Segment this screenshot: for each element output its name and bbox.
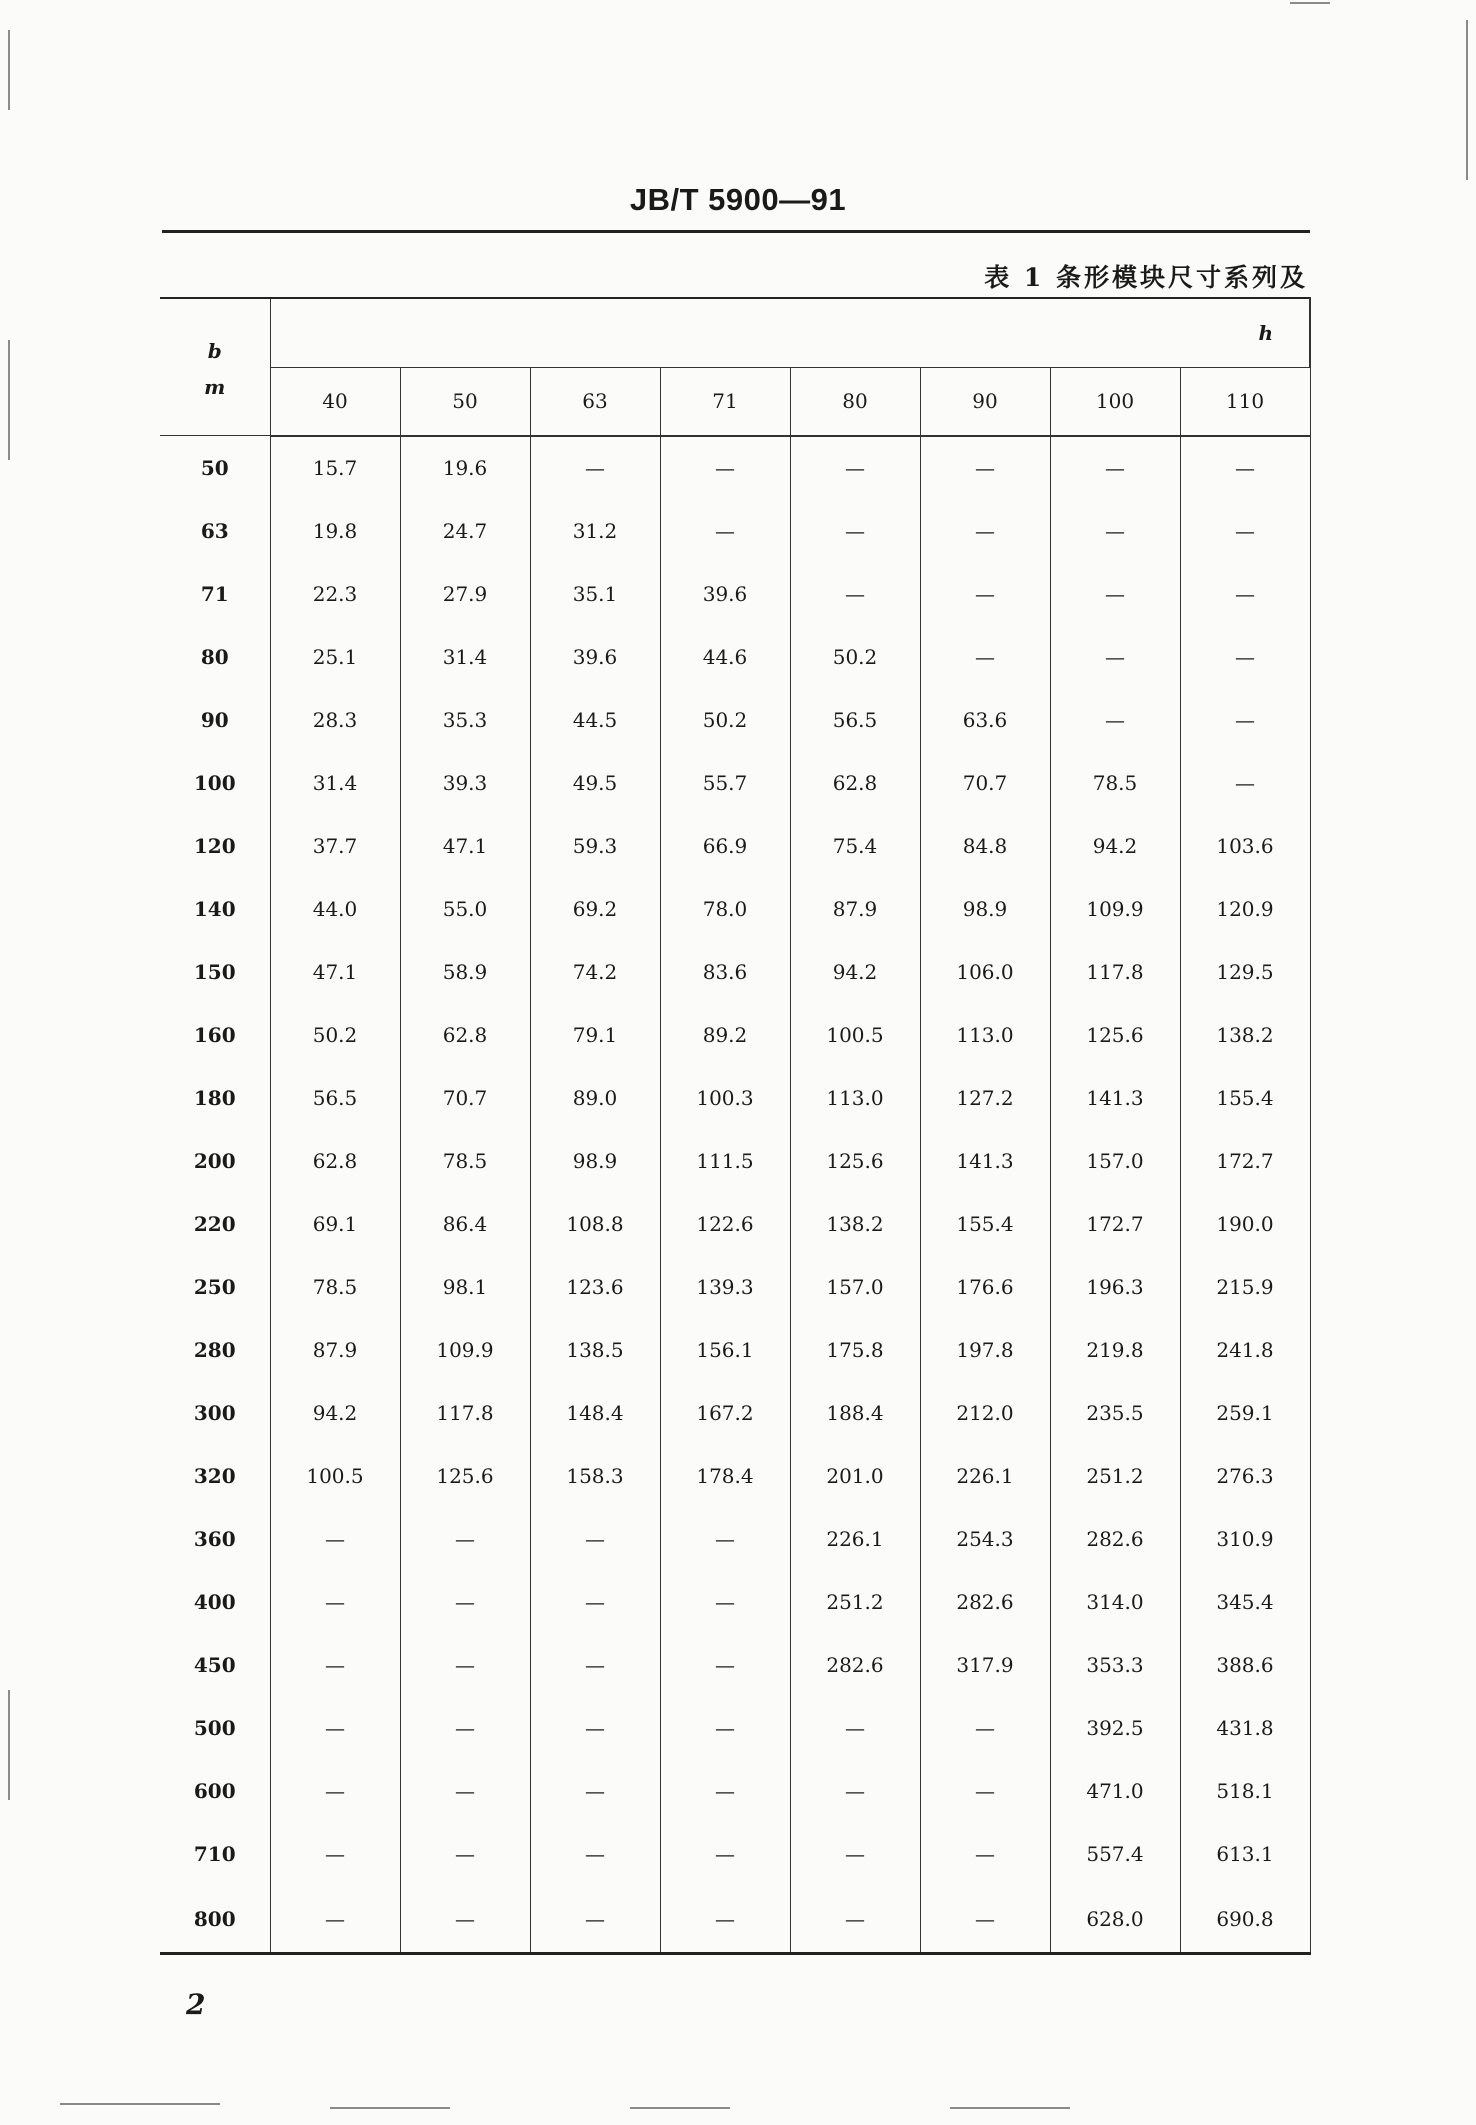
b-value-cell: 450	[160, 1634, 270, 1697]
table-cell: 35.3	[400, 689, 530, 752]
table-cell: —	[1050, 500, 1180, 563]
table-cell: 31.4	[400, 626, 530, 689]
table-cell: 62.8	[400, 1004, 530, 1067]
b-value-cell: 100	[160, 752, 270, 815]
table-cell: 138.5	[530, 1319, 660, 1382]
table-cell: 78.5	[1050, 752, 1180, 815]
table-cell: 314.0	[1050, 1571, 1180, 1634]
table-cell: 100.3	[660, 1067, 790, 1130]
table-cell: —	[400, 1760, 530, 1823]
table-cell: 117.8	[400, 1382, 530, 1445]
table-cell: 157.0	[790, 1256, 920, 1319]
table-row	[160, 1508, 1310, 1571]
table-cell: 55.7	[660, 752, 790, 815]
table-cell: 138.2	[790, 1193, 920, 1256]
table-cell: 35.1	[530, 563, 660, 626]
table-cell: —	[660, 1886, 790, 1954]
b-value-cell: 360	[160, 1508, 270, 1571]
table-cell: 125.6	[1050, 1004, 1180, 1067]
table-cell: 78.0	[660, 878, 790, 941]
table-cell: 172.7	[1180, 1130, 1310, 1193]
b-value-cell: 280	[160, 1319, 270, 1382]
table-cell: 212.0	[920, 1382, 1050, 1445]
table-cell: —	[270, 1697, 400, 1760]
table-cell: 471.0	[1050, 1760, 1180, 1823]
table-cell: 282.6	[790, 1634, 920, 1697]
table-cell: 44.6	[660, 626, 790, 689]
table-cell: 31.2	[530, 500, 660, 563]
table-row	[160, 1382, 1310, 1445]
table-cell: 388.6	[1180, 1634, 1310, 1697]
table-row	[160, 1886, 1310, 1954]
table-cell: 28.3	[270, 689, 400, 752]
table-cell: 94.2	[270, 1382, 400, 1445]
table-cell: 155.4	[1180, 1067, 1310, 1130]
table-cell: 188.4	[790, 1382, 920, 1445]
table-cell: 100.5	[790, 1004, 920, 1067]
table-cell: —	[920, 500, 1050, 563]
table-cell: 113.0	[790, 1067, 920, 1130]
table-cell: 78.5	[270, 1256, 400, 1319]
table-cell: 197.8	[920, 1319, 1050, 1382]
table-cell: 219.8	[1050, 1319, 1180, 1382]
table-cell: 94.2	[1050, 815, 1180, 878]
table-cell: 50.2	[270, 1004, 400, 1067]
table-cell: —	[400, 1697, 530, 1760]
table-cell: —	[400, 1571, 530, 1634]
table-cell: 39.6	[660, 563, 790, 626]
table-cell: 55.0	[400, 878, 530, 941]
page-number: 2	[186, 1988, 206, 2021]
table-cell: 117.8	[1050, 941, 1180, 1004]
scan-edge-left	[8, 30, 10, 110]
table-cell: 156.1	[660, 1319, 790, 1382]
table-cell: —	[790, 436, 920, 500]
table-cell: 155.4	[920, 1193, 1050, 1256]
table-cell: —	[660, 1823, 790, 1886]
table-cell: 108.8	[530, 1193, 660, 1256]
table-cell: 56.5	[790, 689, 920, 752]
table-cell: —	[920, 1886, 1050, 1954]
h-value-header: 50	[400, 367, 530, 435]
b-value-cell: 220	[160, 1193, 270, 1256]
table-cell: 24.7	[400, 500, 530, 563]
scan-edge-bottom-2	[330, 2107, 450, 2109]
table-cell: 254.3	[920, 1508, 1050, 1571]
table-cell: —	[790, 563, 920, 626]
table-cell: 74.2	[530, 941, 660, 1004]
table-cell: 282.6	[1050, 1508, 1180, 1571]
scan-edge-bottom-4	[950, 2107, 1070, 2109]
table-cell: 201.0	[790, 1445, 920, 1508]
table-cell: —	[400, 1886, 530, 1954]
table-cell: 122.6	[660, 1193, 790, 1256]
table-cell: —	[270, 1823, 400, 1886]
table-cell: 392.5	[1050, 1697, 1180, 1760]
table-cell: —	[530, 1886, 660, 1954]
b-value-cell: 400	[160, 1571, 270, 1634]
table-row	[160, 752, 1310, 815]
table-cell: 282.6	[920, 1571, 1050, 1634]
table-cell: 98.9	[920, 878, 1050, 941]
table-row	[160, 500, 1310, 563]
dimension-table	[160, 297, 1311, 1955]
m-column-label: m	[204, 375, 226, 399]
table-cell: 83.6	[660, 941, 790, 1004]
table-row	[160, 626, 1310, 689]
table-cell: 98.1	[400, 1256, 530, 1319]
h-value-header: 63	[530, 367, 660, 435]
table-row	[160, 1319, 1310, 1382]
table-row	[160, 1004, 1310, 1067]
table-cell: —	[530, 436, 660, 500]
table-cell: 49.5	[530, 752, 660, 815]
table-cell: 127.2	[920, 1067, 1050, 1130]
table-cell: —	[920, 1697, 1050, 1760]
h-value-header: 40	[270, 367, 400, 435]
table-cell: 141.3	[920, 1130, 1050, 1193]
table-cell: 345.4	[1180, 1571, 1310, 1634]
table-cell: —	[1180, 689, 1310, 752]
table-cell: 100.5	[270, 1445, 400, 1508]
table-cell: 158.3	[530, 1445, 660, 1508]
table-cell: 70.7	[920, 752, 1050, 815]
table-cell: 31.4	[270, 752, 400, 815]
b-value-cell: 600	[160, 1760, 270, 1823]
table-cell: 62.8	[270, 1130, 400, 1193]
table-cell: 19.6	[400, 436, 530, 500]
table-cell: —	[1180, 563, 1310, 626]
table-cell: —	[400, 1634, 530, 1697]
table-cell: 89.0	[530, 1067, 660, 1130]
table-cell: 690.8	[1180, 1886, 1310, 1954]
table-cell: 47.1	[270, 941, 400, 1004]
table-cell: 148.4	[530, 1382, 660, 1445]
table-cell: 87.9	[270, 1319, 400, 1382]
table-cell: 317.9	[920, 1634, 1050, 1697]
table-cell: —	[790, 1760, 920, 1823]
table-cell: 215.9	[1180, 1256, 1310, 1319]
table-cell: 87.9	[790, 878, 920, 941]
table-cell: —	[660, 500, 790, 563]
table-cell: 62.8	[790, 752, 920, 815]
table-cell: 353.3	[1050, 1634, 1180, 1697]
table-cell: 613.1	[1180, 1823, 1310, 1886]
table-cell: 75.4	[790, 815, 920, 878]
table-cell: 276.3	[1180, 1445, 1310, 1508]
table-cell: 56.5	[270, 1067, 400, 1130]
table-cell: —	[1180, 626, 1310, 689]
table-cell: 175.8	[790, 1319, 920, 1382]
b-value-cell: 140	[160, 878, 270, 941]
b-value-cell: 90	[160, 689, 270, 752]
table-cell: 109.9	[400, 1319, 530, 1382]
table-cell: 125.6	[400, 1445, 530, 1508]
table-row	[160, 1823, 1310, 1886]
table-cell: 129.5	[1180, 941, 1310, 1004]
h-value-header: 100	[1050, 367, 1180, 435]
table-cell: —	[270, 1760, 400, 1823]
table-cell: —	[1050, 436, 1180, 500]
b-value-cell: 50	[160, 436, 270, 500]
table-row	[160, 1445, 1310, 1508]
table-cell: 79.1	[530, 1004, 660, 1067]
b-value-cell: 300	[160, 1382, 270, 1445]
corner-header-cell	[160, 298, 270, 436]
table-caption: 表 1 条形模块尺寸系列及	[984, 263, 1308, 292]
b-value-cell: 71	[160, 563, 270, 626]
scan-edge-bottom-3	[630, 2107, 730, 2109]
table-cell: 157.0	[1050, 1130, 1180, 1193]
table-cell: 310.9	[1180, 1508, 1310, 1571]
table-cell: —	[920, 563, 1050, 626]
table-cell: 25.1	[270, 626, 400, 689]
table-cell: —	[660, 1634, 790, 1697]
b-column-label: b	[207, 339, 222, 363]
table-cell: —	[660, 1760, 790, 1823]
table-cell: 59.3	[530, 815, 660, 878]
table-cell: 84.8	[920, 815, 1050, 878]
table-cell: —	[660, 1697, 790, 1760]
table-cell: 50.2	[660, 689, 790, 752]
table-row	[160, 1193, 1310, 1256]
table-cell: 190.0	[1180, 1193, 1310, 1256]
table-cell: —	[1050, 626, 1180, 689]
table-cell: 172.7	[1050, 1193, 1180, 1256]
b-value-cell: 80	[160, 626, 270, 689]
b-value-cell: 160	[160, 1004, 270, 1067]
scan-edge-top-right	[1290, 2, 1330, 4]
table-cell: 63.6	[920, 689, 1050, 752]
b-value-cell: 250	[160, 1256, 270, 1319]
table-row	[160, 1130, 1310, 1193]
table-cell: 125.6	[790, 1130, 920, 1193]
table-header-row	[160, 298, 1310, 367]
table-row	[160, 941, 1310, 1004]
table-cell: 628.0	[1050, 1886, 1180, 1954]
h-value-header: 71	[660, 367, 790, 435]
table-cell: —	[660, 1508, 790, 1571]
table-row	[160, 1067, 1310, 1130]
table-cell: 251.2	[790, 1571, 920, 1634]
table-cell: —	[920, 1823, 1050, 1886]
table-row	[160, 878, 1310, 941]
table-cell: —	[790, 1697, 920, 1760]
table-cell: 15.7	[270, 436, 400, 500]
table-cell: 196.3	[1050, 1256, 1180, 1319]
b-value-cell: 200	[160, 1130, 270, 1193]
b-value-cell: 120	[160, 815, 270, 878]
h-axis-label: h	[1258, 321, 1273, 345]
b-value-cell: 320	[160, 1445, 270, 1508]
table-cell: 139.3	[660, 1256, 790, 1319]
table-cell: 106.0	[920, 941, 1050, 1004]
table-cell: —	[530, 1823, 660, 1886]
scan-edge-left-2	[8, 340, 10, 460]
table-cell: 58.9	[400, 941, 530, 1004]
table-cell: —	[1180, 436, 1310, 500]
table-cell: —	[920, 626, 1050, 689]
table-cell: 557.4	[1050, 1823, 1180, 1886]
table-cell: 22.3	[270, 563, 400, 626]
b-value-cell: 63	[160, 500, 270, 563]
table-cell: 70.7	[400, 1067, 530, 1130]
table-cell: —	[790, 1823, 920, 1886]
table-cell: 123.6	[530, 1256, 660, 1319]
table-cell: 259.1	[1180, 1382, 1310, 1445]
h-values-row	[160, 367, 1310, 435]
table-cell: 141.3	[1050, 1067, 1180, 1130]
table-cell: 39.3	[400, 752, 530, 815]
table-cell: —	[920, 1760, 1050, 1823]
table-cell: 235.5	[1050, 1382, 1180, 1445]
table-cell: 241.8	[1180, 1319, 1310, 1382]
table-cell: 27.9	[400, 563, 530, 626]
table-cell: 39.6	[530, 626, 660, 689]
table-cell: 89.2	[660, 1004, 790, 1067]
table-cell: 431.8	[1180, 1697, 1310, 1760]
table-cell: 167.2	[660, 1382, 790, 1445]
table-cell: —	[1050, 689, 1180, 752]
table-cell: —	[270, 1508, 400, 1571]
table-cell: 120.9	[1180, 878, 1310, 941]
table-row	[160, 1697, 1310, 1760]
table-cell: 66.9	[660, 815, 790, 878]
b-value-cell: 150	[160, 941, 270, 1004]
table-cell: 176.6	[920, 1256, 1050, 1319]
h-value-header: 80	[790, 367, 920, 435]
b-value-cell: 710	[160, 1823, 270, 1886]
table-row	[160, 815, 1310, 878]
table-cell: —	[270, 1634, 400, 1697]
table-cell: 138.2	[1180, 1004, 1310, 1067]
b-value-cell: 180	[160, 1067, 270, 1130]
table-cell: —	[790, 500, 920, 563]
table-cell: —	[790, 1886, 920, 1954]
table-row	[160, 1571, 1310, 1634]
table-cell: 178.4	[660, 1445, 790, 1508]
table-cell: 109.9	[1050, 878, 1180, 941]
table-cell: 69.1	[270, 1193, 400, 1256]
scan-edge-left-3	[8, 1690, 10, 1800]
table-cell: —	[1180, 500, 1310, 563]
table-row	[160, 689, 1310, 752]
table-cell: 103.6	[1180, 815, 1310, 878]
table-cell: 251.2	[1050, 1445, 1180, 1508]
table-cell: —	[530, 1634, 660, 1697]
h-value-header: 90	[920, 367, 1050, 435]
table-row	[160, 1760, 1310, 1823]
table-cell: 47.1	[400, 815, 530, 878]
table-cell: 19.8	[270, 500, 400, 563]
scan-edge-bottom	[60, 2103, 220, 2105]
table-cell: 50.2	[790, 626, 920, 689]
table-cell: 94.2	[790, 941, 920, 1004]
table-cell: —	[400, 1508, 530, 1571]
table-cell: —	[400, 1823, 530, 1886]
table-cell: 86.4	[400, 1193, 530, 1256]
standard-code-header: JB/T 5900—91	[629, 182, 847, 217]
table-cell: 113.0	[920, 1004, 1050, 1067]
table-cell: —	[530, 1760, 660, 1823]
b-value-cell: 500	[160, 1697, 270, 1760]
table-cell: 44.0	[270, 878, 400, 941]
table-cell: 69.2	[530, 878, 660, 941]
table-cell: —	[530, 1508, 660, 1571]
table-cell: —	[270, 1886, 400, 1954]
table-row	[160, 436, 1310, 500]
table-cell: 98.9	[530, 1130, 660, 1193]
h-header-cell	[270, 298, 1310, 367]
table-cell: 226.1	[920, 1445, 1050, 1508]
table-cell: 518.1	[1180, 1760, 1310, 1823]
table-cell: —	[660, 1571, 790, 1634]
table-cell: —	[1050, 563, 1180, 626]
table-cell: 111.5	[660, 1130, 790, 1193]
table-cell: —	[530, 1571, 660, 1634]
table-row	[160, 1256, 1310, 1319]
table-cell: 37.7	[270, 815, 400, 878]
table-cell: —	[270, 1571, 400, 1634]
table-row	[160, 1634, 1310, 1697]
table-cell: —	[1180, 752, 1310, 815]
header-divider	[162, 230, 1310, 233]
h-value-header: 110	[1180, 367, 1310, 435]
b-value-cell: 800	[160, 1886, 270, 1954]
table-row	[160, 563, 1310, 626]
table-cell: 78.5	[400, 1130, 530, 1193]
table-cell: 44.5	[530, 689, 660, 752]
table-cell: —	[530, 1697, 660, 1760]
table-cell: 226.1	[790, 1508, 920, 1571]
table-cell: —	[660, 436, 790, 500]
scan-edge-right	[1466, 20, 1468, 180]
table-cell: —	[920, 436, 1050, 500]
